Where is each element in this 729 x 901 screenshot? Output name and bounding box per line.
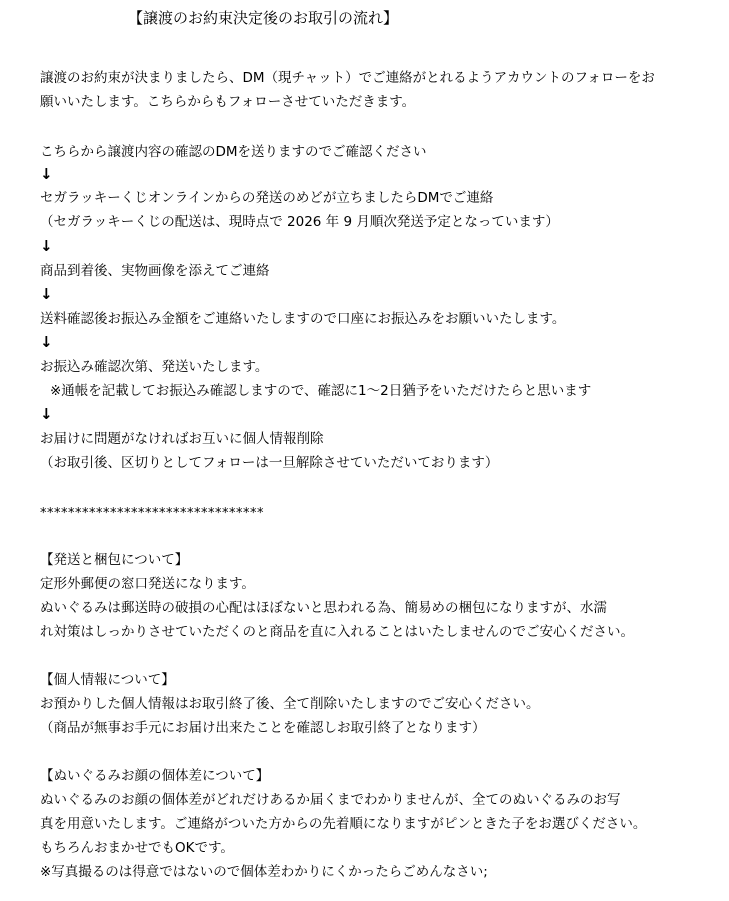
flow-arrow-1: ↓ <box>40 165 53 183</box>
individual-line-4: ※写真撮るのは得意ではないので個体差わかりにくかったらごめんなさい; <box>40 864 488 880</box>
individual-line-1: ぬいぐるみのお顔の個体差がどれだけあるか届くまでわかりませんが、全てのぬいぐるみのお写 <box>40 792 621 808</box>
intro-line-1: 譲渡のお約束が決まりましたら、DM（現チャット）でご連絡がとれるようアカウントのフォローをお <box>40 70 655 86</box>
flow-arrow-5: ↓ <box>40 405 53 423</box>
individual-line-2: 真を用意いたします。ご連絡がついた方からの先着順になりますがピンときた子をお選びください。 <box>40 816 647 832</box>
flow-step-6-note: （お取引後、区切りとしてフォローは一旦解除させていただいております） <box>40 455 499 471</box>
flow-step-3: 商品到着後、実物画像を添えてご連絡 <box>40 263 270 279</box>
privacy-line-1: お預かりした個人情報はお取引終了後、全て削除いたしますのでご安心ください。 <box>40 696 540 712</box>
flow-step-1: こちらから譲渡内容の確認のDMを送りますのでご確認ください <box>40 144 427 160</box>
flow-step-6: お届けに問題がなければお互いに個人情報削除 <box>40 431 324 447</box>
flow-arrow-2: ↓ <box>40 237 53 255</box>
flow-arrow-3: ↓ <box>40 285 53 303</box>
intro-line-2: 願いいたします。こちらからもフォローさせていただきます。 <box>40 94 416 110</box>
individual-heading: 【ぬいぐるみお顔の個体差について】 <box>40 768 270 784</box>
flow-step-5-note: ※通帳を記載してお振込み確認しますので、確認に1～2日猶予をいただけたらと思います <box>50 383 592 399</box>
page-title: 【譲渡のお約束決定後のお取引の流れ】 <box>128 9 399 27</box>
shipping-heading: 【発送と梱包について】 <box>40 552 189 568</box>
individual-line-3: もちろんおまかせでもOKです。 <box>40 840 234 856</box>
shipping-line-1: 定形外郵便の窓口発送になります。 <box>40 576 255 592</box>
privacy-heading: 【個人情報について】 <box>40 672 175 688</box>
privacy-line-2: （商品が無事お手元にお届け出来たことを確認しお取引終了となります） <box>40 720 486 736</box>
flow-step-2-note: （セガラッキーくじの配送は、現時点で 2026 年 9 月順次発送予定となっています） <box>40 214 559 230</box>
flow-step-4: 送料確認後お振込み金額をご連絡いたしますので口座にお振込みをお願いいたします。 <box>40 311 566 327</box>
flow-step-5: お振込み確認次第、発送いたします。 <box>40 359 269 375</box>
flow-arrow-4: ↓ <box>40 333 53 351</box>
flow-step-2: セガラッキーくじオンラインからの発送のめどが立ちましたらDMでご連絡 <box>40 190 494 206</box>
shipping-line-2: ぬいぐるみは郵送時の破損の心配はほぼないと思われる為、簡易めの梱包になりますが、水濡 <box>40 600 607 616</box>
shipping-line-3: れ対策はしっかりさせていただくのと商品を直に入れることはいたしませんのでご安心ください。 <box>40 624 634 640</box>
separator: ******************************** <box>40 506 264 521</box>
